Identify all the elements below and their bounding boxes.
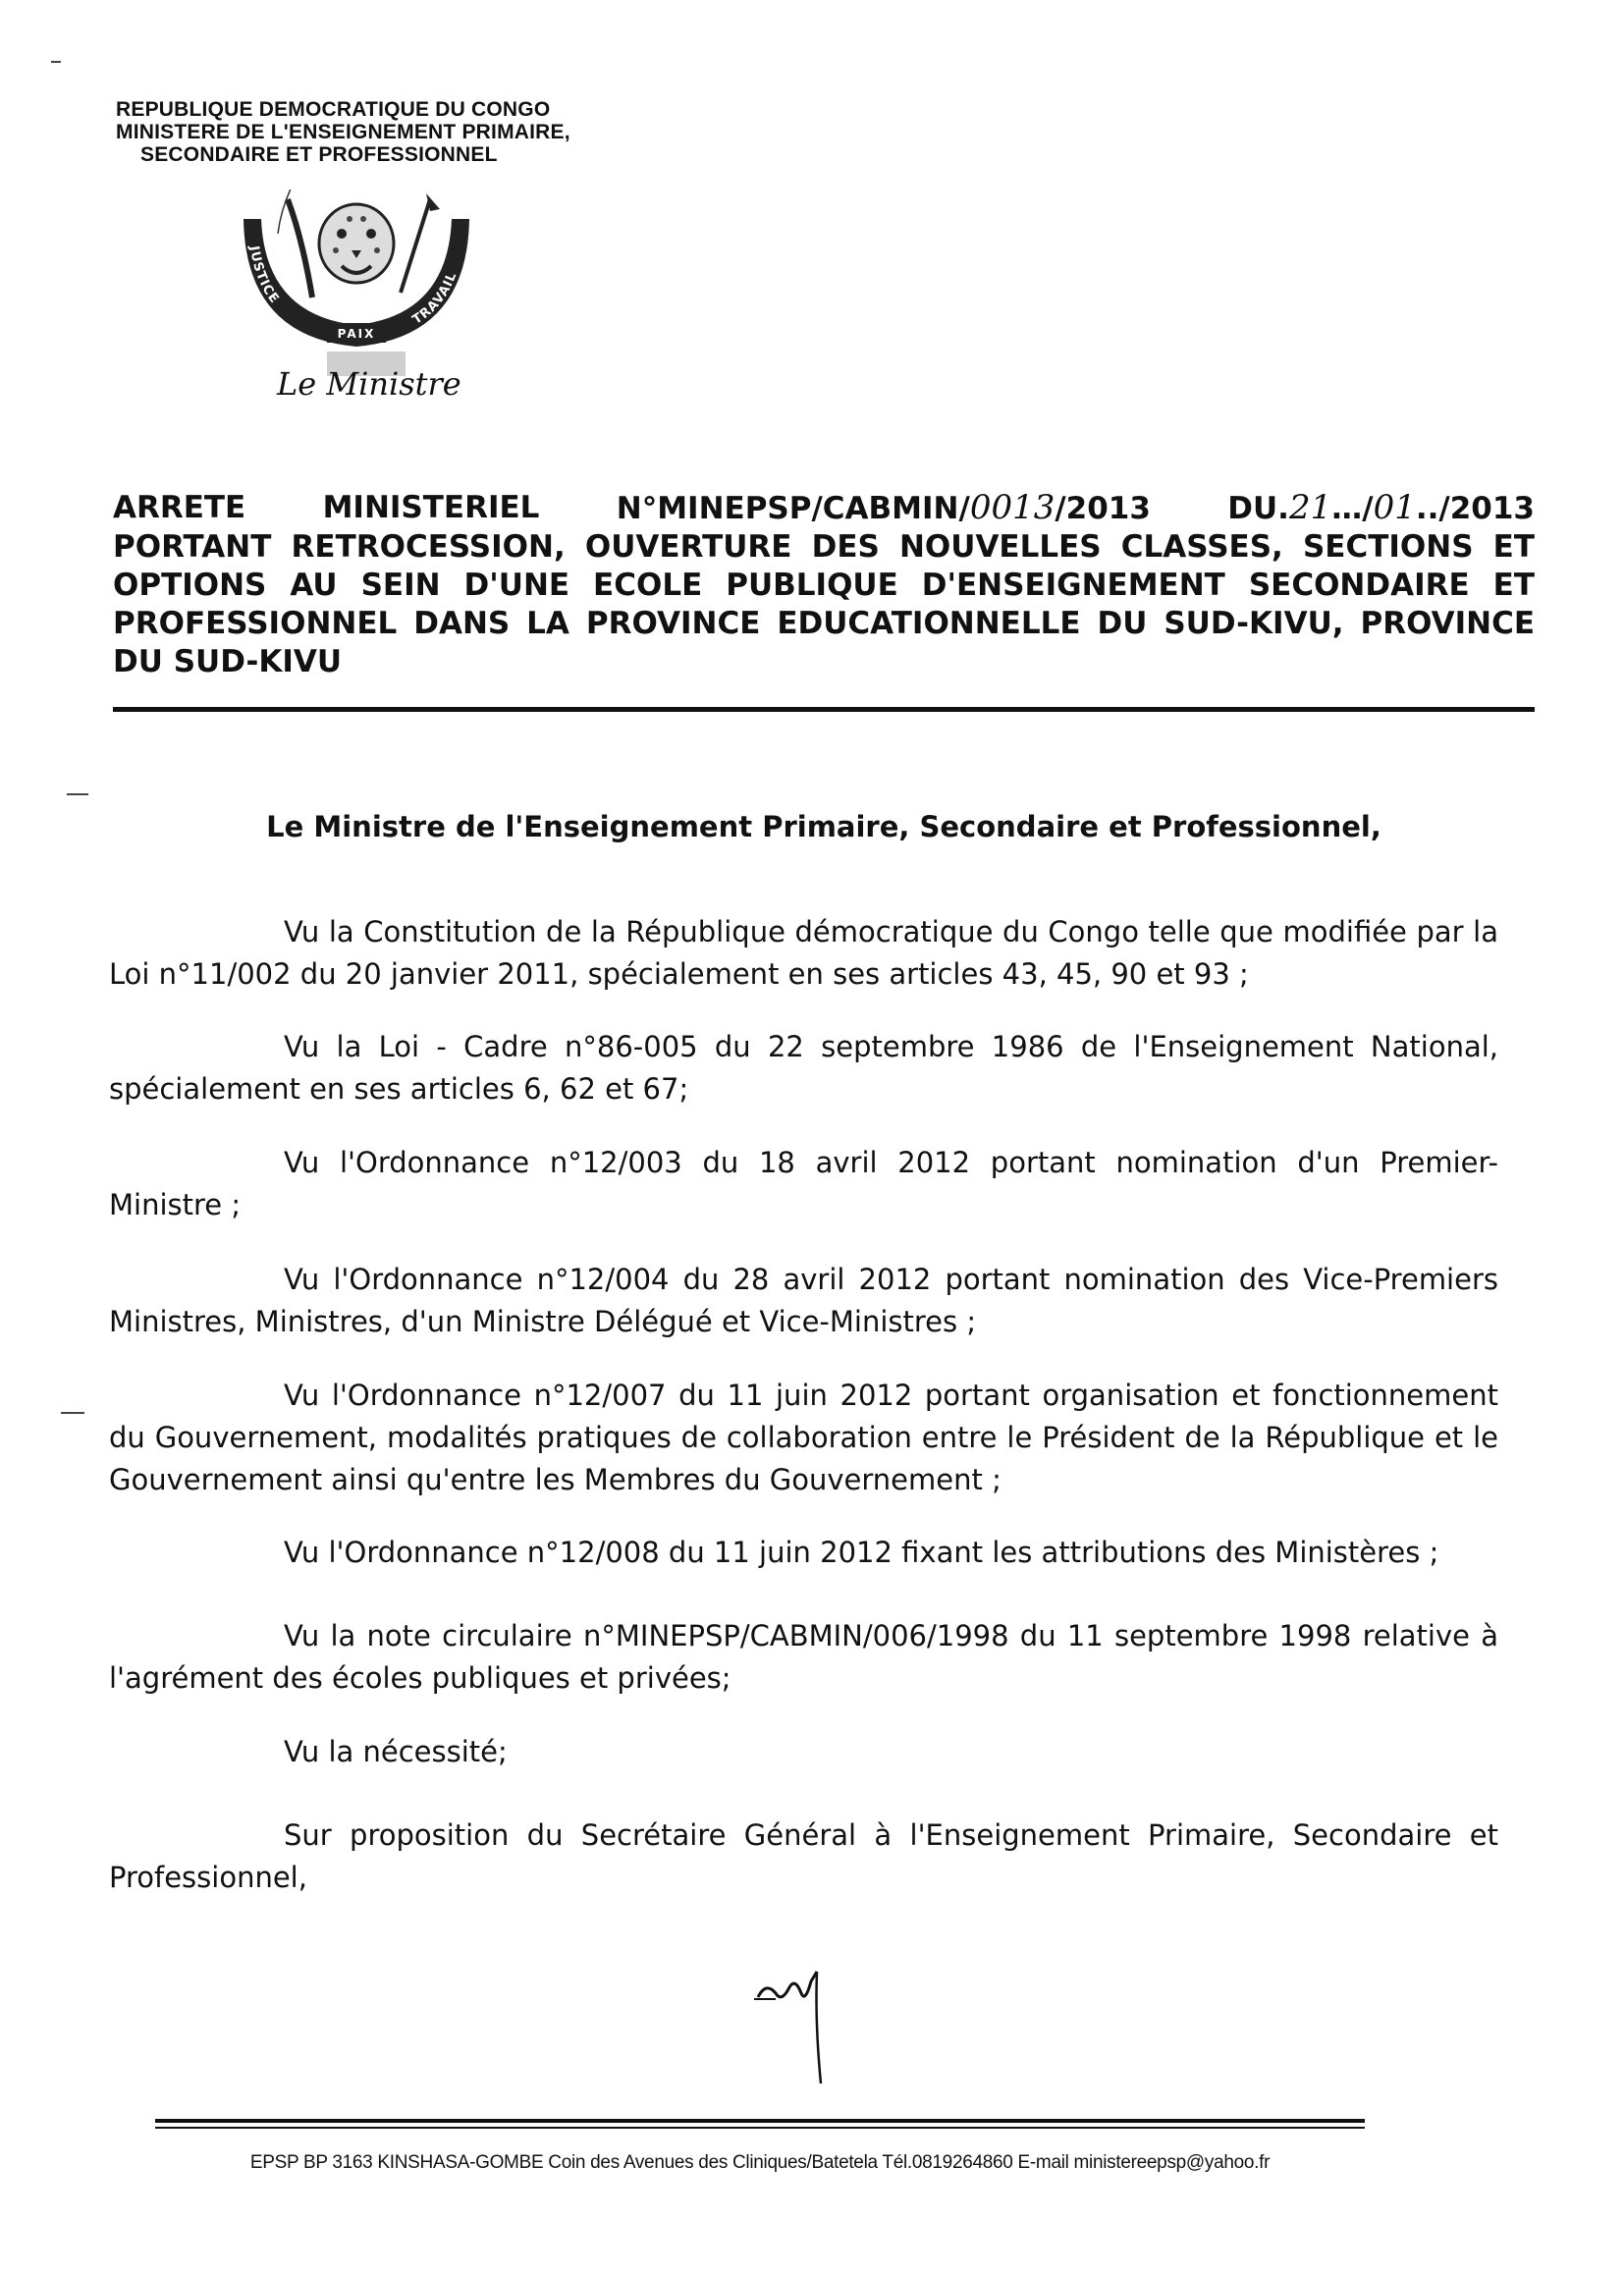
- paragraph-loi-cadre: Vu la Loi - Cadre n°86-005 du 22 septembre 1986 de l'Enseignement National, spécialement en ses articles 6, 62 et 67;: [109, 1030, 1498, 1106]
- decree-reference: N°MINEPSP/CABMIN/0013/2013: [616, 488, 1151, 527]
- decree-title: [113, 489, 1535, 681]
- paragraph-necessite: Vu la nécessité;: [284, 1735, 508, 1768]
- paragraph-ordonnance-12-007: Vu l'Ordonnance n°12/007 du 11 juin 2012 portant organisation et fonctionnement du Gouvernement, modalités pratiques de collaboration entre le Président de la République et le Gouvernement ainsi qu'entre les Membres du Gouvernement ;: [109, 1379, 1498, 1496]
- paragraph-ordonnance-12-003: Vu l'Ordonnance n°12/003 du 18 avril 2012 portant nomination d'un Premier-Ministre ;: [109, 1146, 1498, 1221]
- handwritten-day: 21: [1288, 488, 1332, 527]
- decree-date: DU.21…/01../2013: [1227, 488, 1535, 527]
- header-ministry: MINISTERE DE L'ENSEIGNEMENT PRIMAIRE,: [116, 121, 570, 143]
- paragraph-ordonnance-12-004: Vu l'Ordonnance n°12/004 du 28 avril 2012 portant nomination des Vice-Premiers Ministres, Ministres, d'un Ministre Délégué et Vice-Ministres ;: [109, 1263, 1498, 1338]
- title-word-arrete: ARRETE: [113, 490, 246, 525]
- footer-address: EPSP BP 3163 KINSHASA-GOMBE Coin des Avenues des Cliniques/Batetela Tél.0819264860 E-mail ministereepsp@yahoo.fr: [249, 2152, 1271, 2173]
- decree-subject: PORTANT RETROCESSION, OUVERTURE DES NOUVELLES CLASSES, SECTIONS ET OPTIONS AU SEIN D'UNE ECOLE PUBLIQUE D'ENSEIGNEMENT SECONDAIRE ET PROFESSIONNEL DANS LA PROVINCE EDUCATIONNELLE DU SUD-KIVU, PROVINCE DU SUD-KIVU: [113, 529, 1535, 679]
- scan-speck: [61, 1412, 84, 1414]
- coat-of-arms-logo: [234, 190, 479, 386]
- footer-divider-thin: [155, 2127, 1365, 2129]
- scan-speck: [51, 61, 61, 63]
- svg-text:TRAVAIL: [410, 270, 460, 328]
- paragraph-proposition: Sur proposition du Secrétaire Général à l'Enseignement Primaire, Secondaire et Professionnel,: [109, 1818, 1498, 1894]
- crest-motto-center: PAIX: [337, 327, 376, 341]
- paragraph-note-circulaire: Vu la note circulaire n°MINEPSP/CABMIN/006/1998 du 11 septembre 1998 relative à l'agrément des écoles publiques et privées;: [109, 1619, 1498, 1695]
- footer-divider: [155, 2119, 1365, 2123]
- header-ministry-cont: SECONDAIRE ET PROFESSIONNEL: [140, 143, 498, 166]
- handwritten-initials: [746, 1964, 854, 2091]
- header-republic: REPUBLIQUE DEMOCRATIQUE DU CONGO: [116, 98, 551, 121]
- title-word-ministeriel: MINISTERIEL: [322, 490, 540, 525]
- title-divider: [113, 707, 1535, 712]
- scan-speck: [67, 793, 88, 795]
- crest-motto-right: TRAVAIL: [409, 269, 460, 328]
- minister-heading: Le Ministre de l'Enseignement Primaire, Secondaire et Professionnel,: [266, 810, 1381, 843]
- crest-motto-left: JUSTICE: [245, 244, 283, 307]
- handwritten-month: 01: [1373, 488, 1416, 527]
- paragraph-constitution: Vu la Constitution de la République démocratique du Congo telle que modifiée par la Loi n°11/002 du 20 janvier 2011, spécialement en ses articles 43, 45, 90 et 93 ;: [109, 915, 1498, 991]
- minister-signature-title: Le Ministre: [277, 365, 461, 403]
- handwritten-decree-number: 0013: [969, 488, 1056, 527]
- decree-reference-line: [113, 489, 1535, 528]
- paragraph-ordonnance-12-008: Vu l'Ordonnance n°12/008 du 11 juin 2012 fixant les attributions des Ministères ;: [284, 1536, 1439, 1569]
